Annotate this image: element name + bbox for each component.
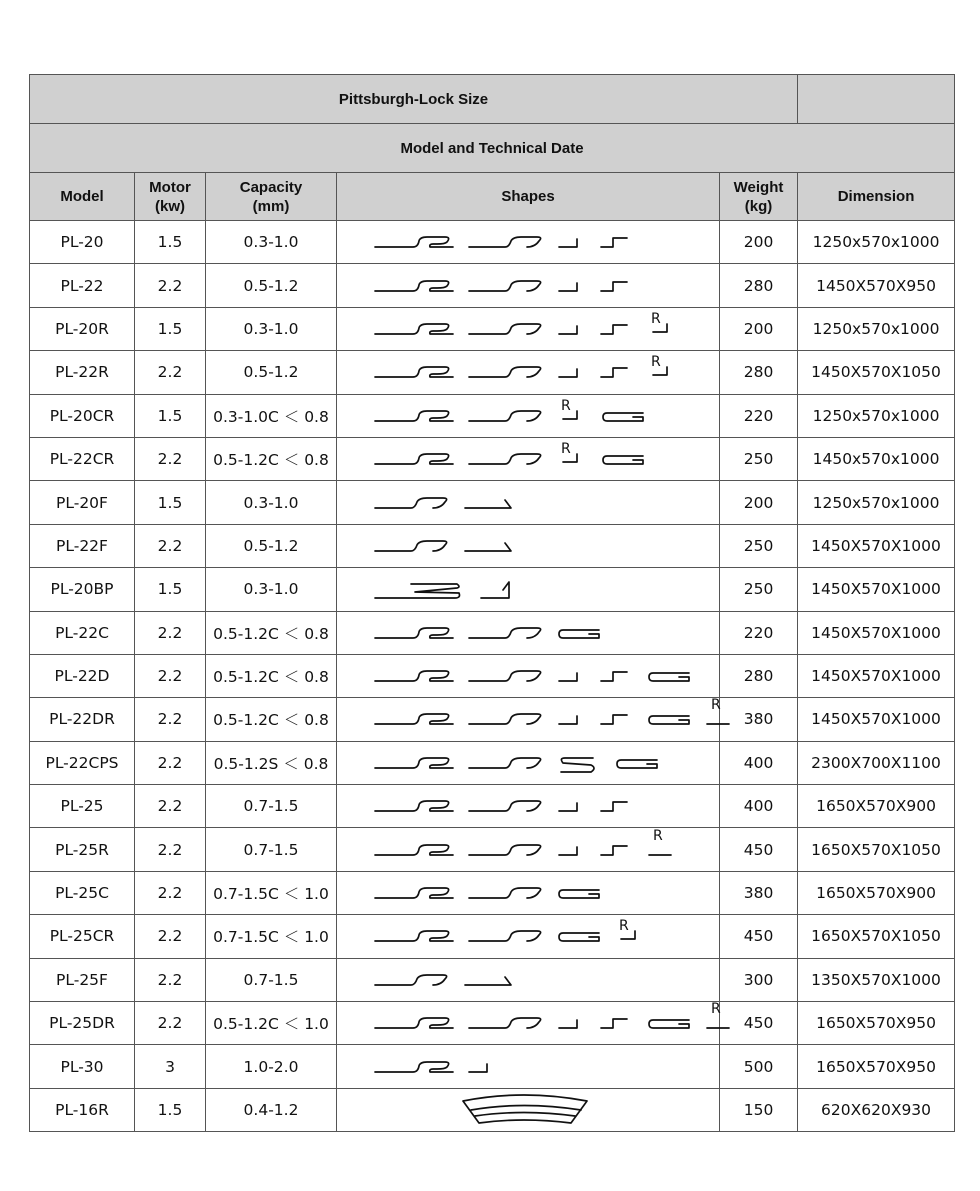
model-cell: PL-22F (30, 524, 135, 567)
profile-shapes (337, 915, 719, 957)
profile-shapes (337, 265, 719, 307)
profile-shapes (337, 482, 719, 524)
capacity-cell: 0.5-1.2 (206, 524, 337, 567)
capacity-cell: 0.5-1.2C ＜ 1.0 (206, 1002, 337, 1045)
bp-hook-icon (481, 582, 509, 598)
curved-panel-icon (463, 1095, 587, 1123)
r-corner-icon (561, 441, 577, 462)
profile-shapes (337, 612, 719, 654)
step-small-icon (559, 716, 577, 724)
model-cell: PL-25F (30, 958, 135, 1001)
weight-cell: 280 (720, 264, 798, 307)
step-small-icon (559, 283, 577, 291)
model-cell: PL-25CR (30, 915, 135, 958)
motor-cell: 3 (135, 1045, 206, 1088)
dimension-cell: 1650X570X950 (798, 1002, 955, 1045)
capacity-cell: 0.3-1.0C ＜ 0.8 (206, 394, 337, 437)
button-punch-icon (375, 584, 460, 598)
capacity-cell: 0.5-1.2C ＜ 0.8 (206, 698, 337, 741)
motor-cell: 2.2 (135, 958, 206, 1001)
c-channel-icon (559, 630, 599, 638)
capacity-cell: 0.5-1.2C ＜ 0.8 (206, 437, 337, 480)
capacity-cell: 0.7-1.5 (206, 785, 337, 828)
motor-cell: 2.2 (135, 828, 206, 871)
lock-a-icon (375, 454, 453, 464)
subtitle-row (30, 124, 955, 173)
motor-cell: 2.2 (135, 698, 206, 741)
r-flat-icon (649, 828, 671, 855)
table-row (30, 958, 955, 1001)
dimension-cell: 620X620X930 (798, 1088, 955, 1131)
lock-a-icon (375, 758, 453, 768)
dimension-cell: 1450X570X1000 (798, 654, 955, 697)
table-subtitle: Model and Technical Date (30, 124, 955, 173)
motor-cell: 2.2 (135, 741, 206, 784)
lock-b-icon (469, 758, 541, 768)
motor-cell: 2.2 (135, 1002, 206, 1045)
c-channel-icon (559, 890, 599, 898)
table-row (30, 871, 955, 914)
shapes-cell (337, 1088, 720, 1131)
title-row (30, 75, 955, 124)
shapes-cell (337, 785, 720, 828)
lock-b-icon (469, 845, 541, 855)
weight-cell: 200 (720, 307, 798, 350)
col-weight-header: Weight (kg) (720, 173, 798, 221)
weight-cell: 400 (720, 741, 798, 784)
shapes-cell (337, 264, 720, 307)
motor-cell: 1.5 (135, 221, 206, 264)
profile-shapes (337, 785, 719, 827)
dimension-cell: 1650X570X900 (798, 785, 955, 828)
table-row (30, 264, 955, 307)
table-row (30, 524, 955, 567)
motor-cell: 2.2 (135, 351, 206, 394)
table-row (30, 698, 955, 741)
model-cell: PL-20 (30, 221, 135, 264)
capacity-cell: 1.0-2.0 (206, 1045, 337, 1088)
lock-b-icon (469, 801, 541, 811)
dimension-cell: 1450X570X1050 (798, 351, 955, 394)
capacity-cell: 0.3-1.0 (206, 307, 337, 350)
model-cell: PL-25DR (30, 1002, 135, 1045)
shapes-cell (337, 828, 720, 871)
svg-text:R: R (651, 310, 661, 327)
profile-shapes (337, 221, 719, 263)
model-cell: PL-22 (30, 264, 135, 307)
lock-a-icon (375, 1018, 453, 1028)
shapes-cell (337, 481, 720, 524)
step-small-icon (559, 847, 577, 855)
dimension-cell: 1450X570X950 (798, 264, 955, 307)
model-cell: PL-22CR (30, 437, 135, 480)
dimension-cell: 1650X570X1050 (798, 915, 955, 958)
dimension-cell: 1450X570X1000 (798, 698, 955, 741)
spec-table (29, 74, 955, 1132)
table-row (30, 394, 955, 437)
lock-b-icon (375, 541, 447, 551)
capacity-cell: 0.7-1.5 (206, 958, 337, 1001)
lock-a-icon (375, 237, 453, 247)
motor-cell: 2.2 (135, 654, 206, 697)
lock-a-icon (375, 888, 453, 898)
flange-icon (465, 500, 511, 508)
shapes-cell (337, 351, 720, 394)
profile-shapes (337, 438, 719, 480)
lock-a-icon (375, 367, 453, 377)
motor-cell: 2.2 (135, 915, 206, 958)
model-cell: PL-20F (30, 481, 135, 524)
profile-shapes (337, 872, 719, 914)
capacity-cell: 0.7-1.5C ＜ 1.0 (206, 915, 337, 958)
profile-shapes (337, 829, 719, 871)
step-z-icon (601, 846, 627, 855)
motor-cell: 1.5 (135, 1088, 206, 1131)
lock-a-icon (375, 1062, 453, 1072)
profile-shapes (337, 655, 719, 697)
weight-cell: 280 (720, 351, 798, 394)
motor-cell: 2.2 (135, 871, 206, 914)
model-cell: PL-22R (30, 351, 135, 394)
step-small-icon (559, 803, 577, 811)
profile-shapes (337, 742, 719, 784)
lock-b-icon (375, 498, 447, 508)
motor-cell: 1.5 (135, 394, 206, 437)
motor-cell: 1.5 (135, 568, 206, 611)
dimension-cell: 1350X570X1000 (798, 958, 955, 1001)
lock-a-icon (375, 411, 453, 421)
profile-shapes (337, 351, 719, 393)
c-channel-icon (649, 716, 689, 724)
r-corner-icon (651, 311, 667, 332)
model-cell: PL-30 (30, 1045, 135, 1088)
capacity-cell: 0.5-1.2C ＜ 0.8 (206, 654, 337, 697)
shapes-cell (337, 394, 720, 437)
weight-cell: 250 (720, 568, 798, 611)
table-row (30, 741, 955, 784)
dimension-cell: 1250x570x1000 (798, 307, 955, 350)
lock-b-icon (375, 975, 447, 985)
s-cleat-icon (561, 758, 594, 772)
weight-cell: 200 (720, 221, 798, 264)
model-cell: PL-22DR (30, 698, 135, 741)
lock-b-icon (469, 411, 541, 421)
capacity-cell: 0.3-1.0 (206, 221, 337, 264)
capacity-cell: 0.5-1.2S ＜ 0.8 (206, 741, 337, 784)
weight-cell: 250 (720, 437, 798, 480)
step-z-icon (601, 802, 627, 811)
lock-b-icon (469, 714, 541, 724)
svg-text:R: R (619, 918, 629, 935)
lock-a-icon (375, 281, 453, 291)
motor-cell: 2.2 (135, 437, 206, 480)
dimension-cell: 1250x570x1000 (798, 221, 955, 264)
shapes-cell (337, 1045, 720, 1088)
svg-text:R: R (561, 397, 571, 414)
table-row (30, 307, 955, 350)
lock-a-icon (375, 801, 453, 811)
profile-shapes (337, 959, 719, 1001)
model-cell: PL-25R (30, 828, 135, 871)
dimension-cell: 2300X700X1100 (798, 741, 955, 784)
dimension-cell: 1250x570x1000 (798, 394, 955, 437)
profile-shapes (337, 698, 719, 740)
lock-b-icon (469, 281, 541, 291)
shapes-cell (337, 1002, 720, 1045)
model-cell: PL-22CPS (30, 741, 135, 784)
shapes-cell (337, 871, 720, 914)
step-z-icon (601, 672, 627, 681)
shapes-cell (337, 568, 720, 611)
table-row (30, 828, 955, 871)
weight-cell: 300 (720, 958, 798, 1001)
step-small-icon (469, 1064, 487, 1072)
svg-text:R: R (651, 354, 661, 371)
dimension-cell: 1450x570x1000 (798, 437, 955, 480)
motor-cell: 1.5 (135, 307, 206, 350)
svg-text:R: R (561, 441, 571, 458)
svg-text:R: R (653, 827, 663, 844)
lock-b-icon (469, 324, 541, 334)
flange-icon (465, 977, 511, 985)
lock-a-icon (375, 931, 453, 941)
model-cell: PL-25C (30, 871, 135, 914)
table-row (30, 568, 955, 611)
c-channel-icon (649, 673, 689, 681)
lock-a-icon (375, 671, 453, 681)
step-z-icon (601, 238, 627, 247)
step-z-icon (601, 325, 627, 334)
shapes-cell (337, 611, 720, 654)
table-row (30, 351, 955, 394)
shapes-cell (337, 307, 720, 350)
table-row (30, 481, 955, 524)
motor-cell: 2.2 (135, 264, 206, 307)
dimension-cell: 1250x570x1000 (798, 481, 955, 524)
lock-b-icon (469, 454, 541, 464)
table-row (30, 1045, 955, 1088)
lock-a-icon (375, 714, 453, 724)
column-header-row (30, 173, 955, 221)
weight-cell: 150 (720, 1088, 798, 1131)
dimension-cell: 1650X570X900 (798, 871, 955, 914)
motor-cell: 1.5 (135, 481, 206, 524)
lock-b-icon (469, 367, 541, 377)
step-small-icon (559, 369, 577, 377)
r-corner-icon (619, 918, 635, 939)
weight-cell: 250 (720, 524, 798, 567)
dimension-cell: 1650X570X1050 (798, 828, 955, 871)
capacity-cell: 0.5-1.2C ＜ 0.8 (206, 611, 337, 654)
motor-cell: 2.2 (135, 785, 206, 828)
lock-b-icon (469, 1018, 541, 1028)
capacity-cell: 0.5-1.2 (206, 351, 337, 394)
weight-cell: 380 (720, 698, 798, 741)
lock-a-icon (375, 845, 453, 855)
lock-b-icon (469, 931, 541, 941)
model-cell: PL-22D (30, 654, 135, 697)
dimension-cell: 1450X570X1000 (798, 568, 955, 611)
table-row (30, 785, 955, 828)
capacity-cell: 0.4-1.2 (206, 1088, 337, 1131)
weight-cell: 280 (720, 654, 798, 697)
lock-b-icon (469, 671, 541, 681)
shapes-cell (337, 741, 720, 784)
weight-cell: 220 (720, 611, 798, 654)
dimension-cell: 1650X570X950 (798, 1045, 955, 1088)
capacity-cell: 0.7-1.5C ＜ 1.0 (206, 871, 337, 914)
shapes-cell (337, 915, 720, 958)
capacity-cell: 0.5-1.2 (206, 264, 337, 307)
profile-shapes (337, 568, 719, 610)
c-channel-icon (649, 1020, 689, 1028)
model-cell: PL-16R (30, 1088, 135, 1131)
motor-cell: 2.2 (135, 524, 206, 567)
capacity-cell: 0.3-1.0 (206, 568, 337, 611)
flange-icon (465, 543, 511, 551)
col-motor-header: Motor (kw) (135, 173, 206, 221)
capacity-cell: 0.3-1.0 (206, 481, 337, 524)
c-channel-icon (617, 760, 657, 768)
lock-a-icon (375, 324, 453, 334)
motor-cell: 2.2 (135, 611, 206, 654)
r-corner-icon (561, 398, 577, 419)
table-row (30, 1088, 955, 1131)
svg-text:R: R (711, 697, 721, 714)
lock-a-icon (375, 628, 453, 638)
table-row (30, 437, 955, 480)
c-channel-icon (603, 413, 643, 421)
title-blank-cell (798, 75, 955, 124)
dimension-cell: 1450X570X1000 (798, 524, 955, 567)
col-capacity-header: Capacity (mm) (206, 173, 337, 221)
lock-b-icon (469, 628, 541, 638)
table-row (30, 1002, 955, 1045)
step-small-icon (559, 239, 577, 247)
step-z-icon (601, 715, 627, 724)
weight-cell: 450 (720, 828, 798, 871)
col-model-header: Model (30, 173, 135, 221)
shapes-cell (337, 437, 720, 480)
shapes-cell (337, 524, 720, 567)
table-row (30, 221, 955, 264)
c-channel-icon (603, 456, 643, 464)
c-channel-icon (559, 933, 599, 941)
model-cell: PL-20R (30, 307, 135, 350)
profile-shapes (337, 395, 719, 437)
capacity-cell: 0.7-1.5 (206, 828, 337, 871)
model-cell: PL-25 (30, 785, 135, 828)
weight-cell: 450 (720, 915, 798, 958)
model-cell: PL-20BP (30, 568, 135, 611)
profile-shapes (337, 1002, 719, 1044)
model-cell: PL-20CR (30, 394, 135, 437)
weight-cell: 400 (720, 785, 798, 828)
step-small-icon (559, 326, 577, 334)
profile-shapes (337, 1089, 719, 1131)
table-row (30, 654, 955, 697)
weight-cell: 220 (720, 394, 798, 437)
svg-text:R: R (711, 1001, 721, 1018)
dimension-cell: 1450X570X1000 (798, 611, 955, 654)
weight-cell: 500 (720, 1045, 798, 1088)
col-dimension-header: Dimension (798, 173, 955, 221)
table-row (30, 611, 955, 654)
lock-b-icon (469, 237, 541, 247)
shapes-cell (337, 958, 720, 1001)
lock-b-icon (469, 888, 541, 898)
table-row (30, 915, 955, 958)
step-z-icon (601, 282, 627, 291)
shapes-cell (337, 221, 720, 264)
step-small-icon (559, 673, 577, 681)
weight-cell: 200 (720, 481, 798, 524)
table-title: Pittsburgh-Lock Size (30, 75, 798, 124)
model-cell: PL-22C (30, 611, 135, 654)
profile-shapes (337, 308, 719, 350)
step-z-icon (601, 1019, 627, 1028)
step-z-icon (601, 368, 627, 377)
weight-cell: 380 (720, 871, 798, 914)
col-shapes-header: Shapes (337, 173, 720, 221)
weight-cell: 450 (720, 1002, 798, 1045)
step-small-icon (559, 1020, 577, 1028)
shapes-cell (337, 698, 720, 741)
r-corner-icon (651, 354, 667, 375)
profile-shapes (337, 1046, 719, 1088)
shapes-cell (337, 654, 720, 697)
profile-shapes (337, 525, 719, 567)
